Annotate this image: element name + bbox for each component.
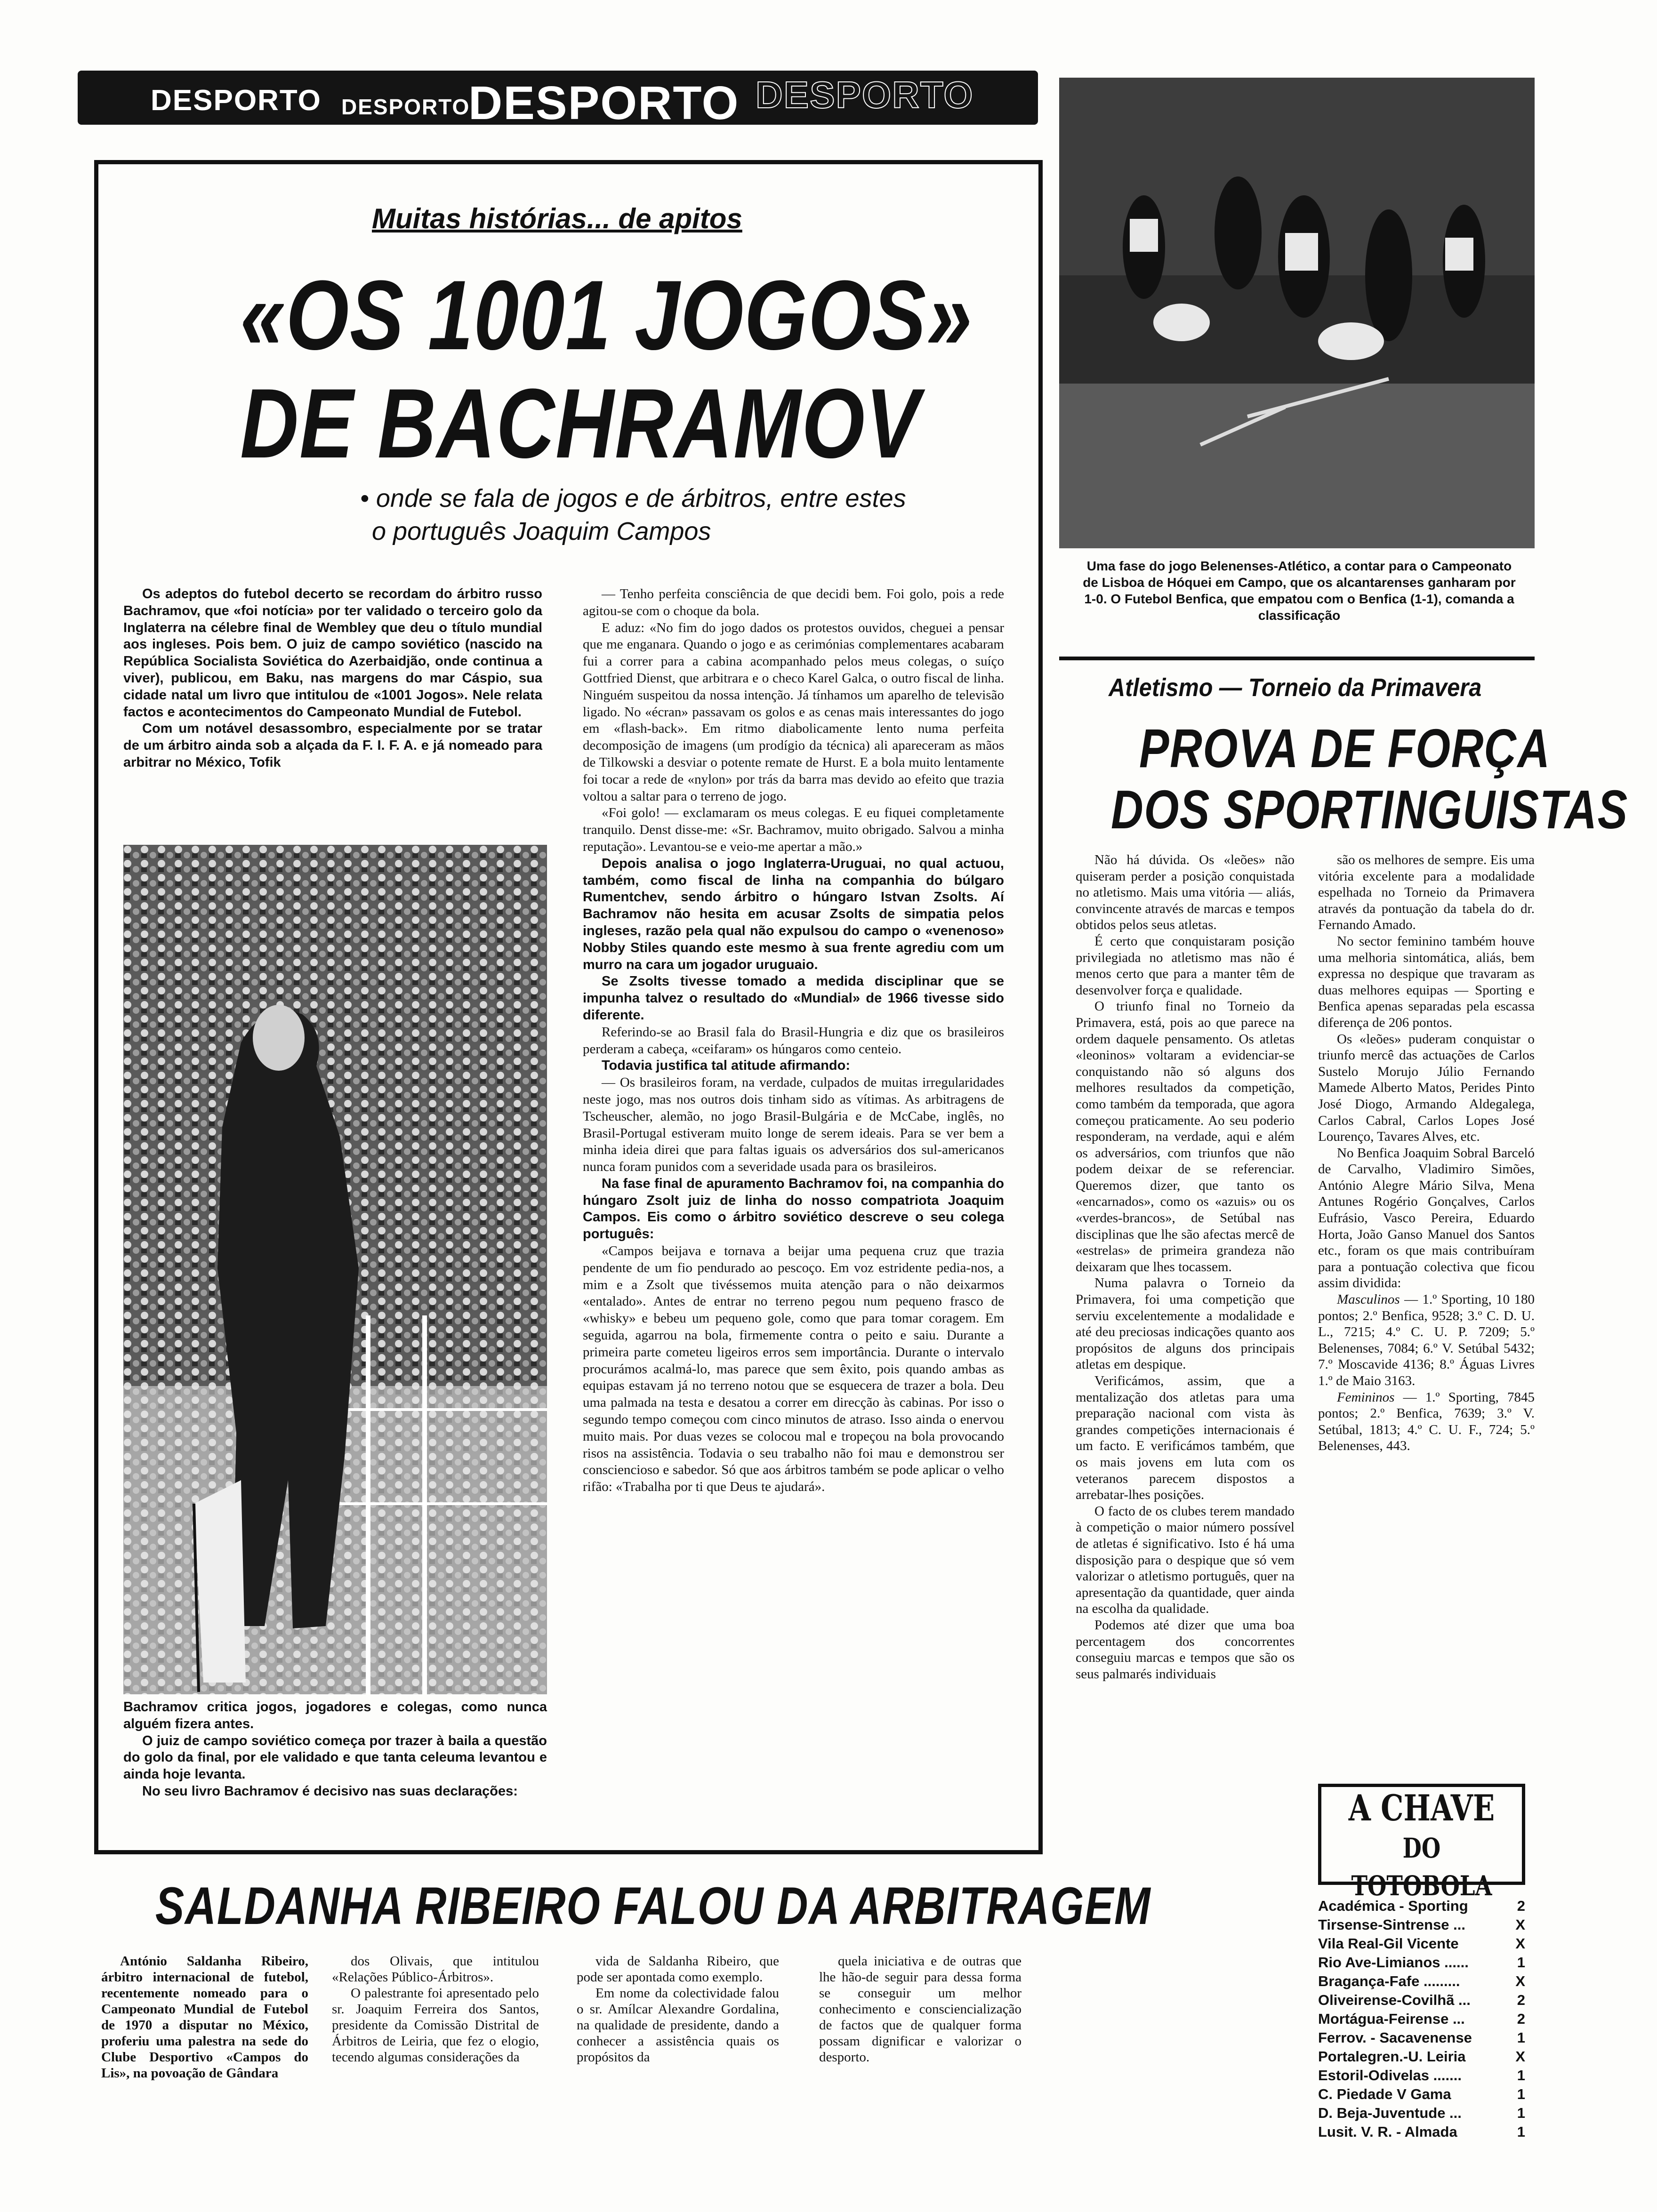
saldanha-col2 xyxy=(332,1953,539,2065)
main-paragraph: E aduz: «No fim do jogo dados os protestos ouvidos, cheguei a pensar que me enganara. Quando o jogo e as cerimónias complementares acabaram fui a correr para a cabina acompanhado pelos meus colegas, o suíço Gottfried Dienst, que arbitrara e o checo Karel Galca, o outro fiscal de linha. Ninguém suspeitou da nossa intenção. Já tínhamos um aparelho de televisão ligado. No «écran» passavam os golos e as cenas mais interessantes do jogo em «flash-back». Em ritmo diabolicamente lento numa perfeita decomposição de imagens (um prodígio da técnica) ali apareceram as mãos de Tilkowski a desviar o potente remate de Hurst. E a bola muito lentamente foi tocar a rede de «nylon» por trás da barra mas devido ao efeito que trazia voltou a saltar para o terreno de jogo. xyxy=(583,620,1004,804)
main-paragraph: Com um notável desassombro, especialmente por se tratar de um árbitro ainda sob a alçada da F. I. F. A. e já nomeado para arbitrar no México, Tofik xyxy=(123,721,542,770)
section-banner xyxy=(78,71,1038,125)
divider xyxy=(1059,657,1535,660)
saldanha-col3 xyxy=(577,1953,779,2065)
totobola-row xyxy=(1318,1991,1525,2010)
main-paragraph: Na fase final de apuramento Bachramov foi, na companhia do húngaro Zsolt juiz de linha do nosso compatriota Joaquim Campos. Eis como o árbitro soviético descreve o seu colega português: xyxy=(583,1176,1004,1242)
main-deck-line2: o português Joaquim Campos xyxy=(372,517,711,545)
totobola-title: A CHAVE xyxy=(1348,1787,1495,1829)
totobola-result: 1 xyxy=(1517,2086,1525,2102)
totobola-result: 1 xyxy=(1517,2029,1525,2046)
saldanha-paragraph: dos Olivais, que intitulou «Relações Público-Árbitros». xyxy=(332,1954,539,1985)
saldanha-paragraph: quela iniciativa e de outras que lhe hão-de seguir para dessa forma se conseguir um melhor conhecimento e consciencialização de factos que de qualquer forma possam dignificar e valorizar o desporto. xyxy=(819,1954,1022,2065)
athletics-paragraph: Os «leões» puderam conquistar o triunfo mercê das actuações de Carlos Sustelo Morujo Júlio Fernando Mamede Alberto Matos, Perides Pinto José Diogo, Armando Aldegalega, Carlos Cabral, Carlos Lopes José Lourenço, Tavares Alves, etc. xyxy=(1318,1031,1535,1145)
totobola-match: Portalegren.-U. Leiria xyxy=(1318,2048,1466,2065)
athletics-headline-line1: PROVA DE FORÇA xyxy=(1139,718,1551,779)
photo-caption-block xyxy=(123,1699,547,1800)
main-paragraph: Referindo-se ao Brasil fala do Brasil-Hungria e diz que os brasileiros perderam a cabeça, «ceifaram» os húngaros como centeio. xyxy=(583,1024,1004,1057)
saldanha-paragraph: António Saldanha Ribeiro, árbitro internacional de futebol, recentemente nomeado para o Campeonato Mundial de Futebol de 1970 a disputar no México, proferiu uma palestra na sede do Clube Desportivo «Campos do Lis», na povoação de Gândara xyxy=(101,1954,308,2081)
saldanha-headline: SALDANHA RIBEIRO FALOU DA ARBITRAGEM xyxy=(155,1876,1151,1935)
banner-label: DESPORTO xyxy=(341,95,470,119)
main-paragraph: «Campos beijava e tornava a beijar uma pequena cruz que trazia pendente de um fio pendurado ao pescoço. Em voz estridente pedia-nos, a mim e a Zsolt que tivéssemos muita atenção para o não deixarmos «entalado». Antes de entrar no terreno pegou num pequeno frasco de «whisky» e bebeu um pequeno gole, como que para tomar coragem. Em seguida, agarrou na bola, firmemente contra o peito e saiu. Durante a primeira parte cometeu ligeiros erros sem importância. Durante o intervalo procurámos acalmá-lo, mas parece que sem êxito, pois quando ambas as equipas estavam já no terreno notou que se esquecera de trazer a bola. Deu uma palmada na testa e desatou a correr em direcção às cabinas. Por isso o segundo tempo começou com cinco minutos de atraso. Isso ainda o enervou muito mais. Por duas vezes se colocou mal e tropeçou na bola provocando risos na assistência. Todavia o seu trabalho não foi mau e demonstrou ser consciencioso e sabedor. Só que aos árbitros também se pode aplicar o velho rifão: «Trabalha por ti que Deus te ajudará». xyxy=(583,1243,1004,1495)
saldanha-col4 xyxy=(819,1953,1022,2065)
totobola-row xyxy=(1318,2066,1525,2085)
hockey-caption: Uma fase do jogo Belenenses-Atlético, a contar para o Campeonato de Lisboa de Hóquei em Campo, que os alcantarenses ganharam por 1-0. O Futebol Benfica, que empatou com o Benfica (1-1), comanda a classificação xyxy=(1083,559,1516,623)
main-kicker: Muitas histórias... de apitos xyxy=(372,203,742,234)
athletics-paragraph: Podemos até dizer que uma boa percentagem dos concorrentes conseguiu marcas e tempos que são os seus palmarés individuais xyxy=(1076,1617,1295,1682)
main-paragraph: — Tenho perfeita consciência de que decidi bem. Foi golo, pois a rede agitou-se com o choque da bola. xyxy=(583,586,1004,618)
banner-label: DESPORTO xyxy=(468,77,740,125)
bachramov-photo xyxy=(123,845,547,1694)
totobola-subtitle: DO TOTOBOLA xyxy=(1351,1832,1492,1902)
main-col2 xyxy=(583,586,1004,1496)
totobola-result: X xyxy=(1515,1973,1525,1989)
totobola-match: Estoril-Odivelas ....... xyxy=(1318,2067,1462,2084)
athletics-paragraph: É certo que conquistaram posição privilegiada no atletismo mas não é menos certo que para a manter têm de desenvolver força e qualidade. xyxy=(1076,933,1295,998)
totobola-match: D. Beja-Juventude ... xyxy=(1318,2105,1462,2121)
main-paragraph: Todavia justifica tal atitude afirmando: xyxy=(602,1058,850,1074)
totobola-match: Tirsense-Sintrense ... xyxy=(1318,1916,1465,1933)
totobola-match: Ferrov. - Sacavenense xyxy=(1318,2029,1472,2046)
main-deck-line1: • onde se fala de jogos e de árbitros, entre estes xyxy=(360,484,906,513)
banner-label: DESPORTO xyxy=(756,74,974,116)
totobola-result: 2 xyxy=(1517,1898,1525,1914)
totobola-row xyxy=(1318,2028,1525,2047)
hockey-photo xyxy=(1059,78,1535,548)
totobola-result: 1 xyxy=(1517,2124,1525,2140)
totobola-match: Vila Real-Gil Vicente xyxy=(1318,1935,1459,1952)
results-text: — 1.º Sporting, 10 180 pontos; 2.º Benfica, 9528; 3.º C. D. U. L., 7215; 4.º C. U. P. 7209; 5.º Belenenses, 7084; 6.º V. Setúbal 5432; 7.º Moscavide 4136; 8.º Águas Livres 1.º de Maio 3163. xyxy=(1318,1292,1535,1388)
main-paragraph: «Foi golo! — exclamaram os meus colegas. E eu fiquei completamente tranquilo. Denst disse-me: «Sr. Bachramov, muito obrigado. Salvou a minha reputação». Levantou-se e veio-me apertar a mão.» xyxy=(583,805,1004,854)
saldanha-paragraph: vida de Saldanha Ribeiro, que pode ser apontada como exemplo. xyxy=(577,1954,779,1985)
main-paragraph: — Os brasileiros foram, na verdade, culpados de muitas irregularidades neste jogo, mas nos outros dois tinham sido as vítimas. As arbitragens de Tscheuscher, alemão, no jogo Brasil-Bulgária e de McCabe, inglês, no Brasil-Portugal estiveram muito longe de serem ideais. Para se ver bem a minha ideia direi que para faltas iguais os adversários dos sul-americanos nunca foram punidos com a severidade usada para os brasileiros. xyxy=(583,1075,1004,1175)
athletics-paragraph: No sector feminino também houve uma melhoria sintomática, aliás, bem expressa no despique que travaram as duas melhores equipas — Sporting e Benfica apenas separadas pela escassa diferença de 206 pontos. xyxy=(1318,933,1535,1030)
totobola-row xyxy=(1318,1915,1525,1934)
main-paragraph: O juiz de campo soviético começa por trazer à baila a questão do golo da final, por ele validado e que tanta celeuma levantou e ainda hoje levanta. xyxy=(123,1733,547,1782)
athletics-paragraph: No Benfica Joaquim Sobral Barceló de Carvalho, Vladimiro Simões, António Alegre Mário Silva, Mena Antunes Rogério Gonçalves, Carlos Eufrásio, Vasco Pereira, Eduardo Horta, João Ganso Manuel dos Santos etc., foram os que mais contribuíram para a pontuação colectiva que ficou assim dividida: xyxy=(1318,1145,1535,1291)
athletics-paragraph: Não há dúvida. Os «leões» não quiseram perder a posição conquistada no atletismo. Mais uma vitória — aliás, convincente através de marcas e tempos obtidos pelos seus atletas. xyxy=(1076,852,1295,933)
totobola-result: 2 xyxy=(1517,1992,1525,2008)
totobola-match: Mortágua-Feirense ... xyxy=(1318,2011,1465,2027)
main-paragraph: Os adeptos do futebol decerto se recordam do árbitro russo Bachramov, que «foi notícia» por ter validado o terceiro golo da Inglaterra na célebre final de Wembley que deu o título mundial aos ingleses. Pois bem. O juiz de campo soviético (nascido na República Socialista Soviética do Azerbaidjão, onde continua a viver), publicou, em Baku, nas margens do mar Cáspio, sua cidade natal um livro que intitulou de «1001 Jogos». Nele relata factos e acontecimentos do Campeonato Mundial de Futebol. xyxy=(123,586,542,720)
athletics-paragraph: Numa palavra o Torneio da Primavera, foi uma competição que serviu excelentemente a modalidade e até deu preciosas indicações quanto aos propósitos de alguns dos principais atletas em despique. xyxy=(1076,1275,1295,1372)
totobola-result: X xyxy=(1515,2048,1525,2065)
main-headline-line2: DE BACHRAMOV xyxy=(240,368,921,479)
totobola-row xyxy=(1318,1953,1525,1972)
photo-caption: Bachramov critica jogos, jogadores e colegas, como nunca alguém fizera antes. xyxy=(123,1699,547,1731)
totobola-match: C. Piedade V Gama xyxy=(1318,2086,1451,2102)
results-label: Femininos xyxy=(1337,1389,1395,1405)
totobola-result: X xyxy=(1515,1935,1525,1952)
photo-illustration xyxy=(123,845,547,1694)
totobola-result: 1 xyxy=(1517,1954,1525,1971)
saldanha-paragraph: Em nome da colectividade falou o sr. Amílcar Alexandre Gordalina, na qualidade de presidente, dando a conhecer a assistência quais os propósitos da xyxy=(577,1986,779,2065)
totobola-result: 1 xyxy=(1517,2105,1525,2121)
totobola-row xyxy=(1318,2010,1525,2028)
saldanha-paragraph: O palestrante foi apresentado pelo sr. Joaquim Ferreira dos Santos, presidente da Comissão Distrital de Árbitros de Leiria, que fez o elogio, tecendo algumas considerações da xyxy=(332,1986,539,2065)
totobola-row xyxy=(1318,1897,1525,1915)
athletics-col1 xyxy=(1076,852,1295,1682)
main-paragraph: Se Zsolts tivesse tomado a medida disciplinar que se impunha talvez o resultado do «Mundial» de 1966 tivesse sido diferente. xyxy=(583,974,1004,1023)
athletics-paragraph: são os melhores de sempre. Eis uma vitória excelente para a modalidade espelhada no Torneio da Primavera através da pontuação da tabela do dr. Fernando Amado. xyxy=(1318,852,1535,933)
totobola-match: Oliveirense-Covilhã ... xyxy=(1318,1992,1471,2008)
athletics-kicker: Atletismo — Torneio da Primavera xyxy=(1109,673,1482,702)
totobola-result: 2 xyxy=(1517,2011,1525,2027)
main-paragraph: No seu livro Bachramov é decisivo nas suas declarações: xyxy=(142,1783,518,1799)
results-masculinos xyxy=(1318,1291,1535,1389)
results-text: — 1.º Sporting, 7845 pontos; 2.º Benfica, 7639; 3.º V. Setúbal, 1813; 4.º C. U. F., 724; 5.º Belenenses, 443. xyxy=(1318,1389,1535,1454)
athletics-headline-line2: DOS SPORTINGUISTAS xyxy=(1111,779,1628,840)
totobola-result: 1 xyxy=(1517,2067,1525,2084)
totobola-match: Lusit. V. R. - Almada xyxy=(1318,2124,1457,2140)
totobola-row xyxy=(1318,2085,1525,2104)
totobola-match: Bragança-Fafe ......... xyxy=(1318,1973,1460,1989)
totobola-match: Rio Ave-Limianos ...... xyxy=(1318,1954,1469,1971)
athletics-paragraph: O facto de os clubes terem mandado à competição o maior número possível de atletas é significativo. Isto é há uma disposição para o despique que só vem valorizar o atletismo português, quer na apresentação da quantidade, quer ainda na escolha da qualidade. xyxy=(1076,1503,1295,1617)
banner-label: DESPORTO xyxy=(151,84,322,117)
saldanha-col1 xyxy=(101,1953,308,2081)
main-col1-top xyxy=(123,586,542,771)
totobola-list xyxy=(1318,1897,1525,2141)
athletics-col2 xyxy=(1318,852,1535,1454)
results-femininos xyxy=(1318,1389,1535,1454)
totobola-row xyxy=(1318,1972,1525,1991)
totobola-row xyxy=(1318,2047,1525,2066)
main-paragraph: Depois analisa o jogo Inglaterra-Uruguai, no qual actuou, também, como fiscal de linha na companhia do búlgaro Rumentchev, sendo árbitro o húngaro Istvan Zsolts. Aí Bachramov não hesita em acusar Zsolts de simpatia pelos ingleses, razão pela qual não expulsou do campo o «venenoso» Nobby Stiles quando este mesmo à sua frente agrediu com um murro na cara um jogador uruguaio. xyxy=(583,856,1004,972)
athletics-paragraph: Verificámos, assim, que a mentalização dos atletas para uma preparação nacional com vista às grandes competições internacionais é um facto. E verificámos também, que os mais jovens em luta com os veteranos parecem dispostos a arrebatar-lhes posições. xyxy=(1076,1373,1295,1503)
totobola-row xyxy=(1318,2123,1525,2141)
totobola-row xyxy=(1318,1934,1525,1953)
totobola-box xyxy=(1318,1784,1525,1902)
athletics-paragraph: O triunfo final no Torneio da Primavera, está, pois ao que parece na ordem daquele pensamento. Os atletas «leoninos» voltaram a evidenciar-se conquistando não só alguns dos melhores resultados da competição, como também da temporada, que agora começou praticamente. Ao seu poderio responderam, na verdade, aqui e além os adversários, com triunfos que não podem deixar de se referenciar. Queremos dizer, que tanto os «encarnados», como os «azuis» ou os «verdes-brancos», de Setúbal nas disciplinas que lhe são afectas mercê de «estrelas» de primeira grandeza não deixaram que lhes tocassem. xyxy=(1076,999,1295,1274)
totobola-match: Académica - Sporting xyxy=(1318,1898,1468,1914)
results-label: Masculinos xyxy=(1337,1292,1400,1307)
main-headline-line1: «OS 1001 JOGOS» xyxy=(240,260,973,370)
hockey-illustration xyxy=(1059,78,1535,548)
totobola-row xyxy=(1318,2104,1525,2123)
totobola-result: X xyxy=(1515,1916,1525,1933)
